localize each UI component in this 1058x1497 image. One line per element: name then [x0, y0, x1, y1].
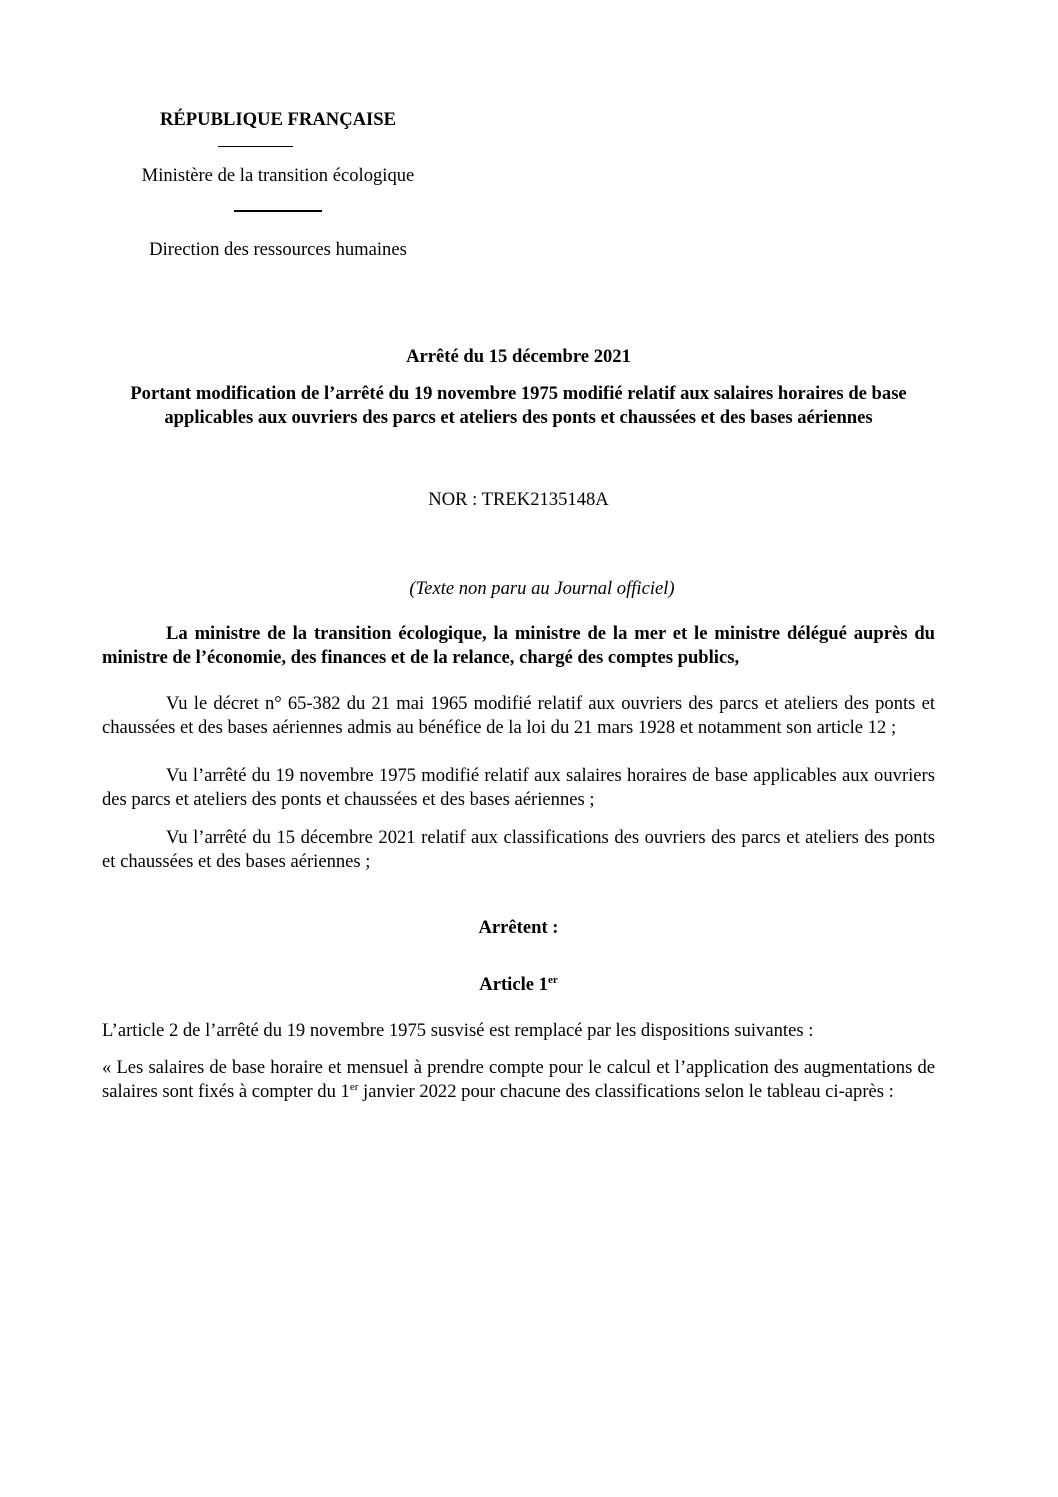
- decide-heading: Arrêtent :: [478, 917, 559, 938]
- superscript: er: [547, 973, 558, 986]
- visa-2: Vu l’arrêté du 19 novembre 1975 modifié relatif aux salaires horaires de base applicables aux ouvriers des parcs et ateliers des ponts et chaussées et des bases aériennes ;: [102, 765, 935, 810]
- preamble-authors: La ministre de la transition écologique, la ministre de la mer et le ministre délégué auprès du ministre de l’économie, des finances et de la relance, chargé des comptes publics,: [102, 623, 935, 668]
- publication-note: (Texte non paru au Journal officiel): [409, 578, 675, 599]
- visa-3: Vu l’arrêté du 15 décembre 2021 relatif aux classifications des ouvriers des parcs et ateliers des ponts et chaussées et des bases aériennes ;: [102, 827, 935, 872]
- superscript: er: [349, 1080, 359, 1093]
- divider: [218, 146, 293, 147]
- text-part: janvier 2022 pour chacune des classifications selon le tableau ci-après :: [358, 1080, 894, 1102]
- divider: [234, 210, 322, 212]
- article-1-intro: L’article 2 de l’arrêté du 19 novembre 1975 susvisé est remplacé par les dispositions suivantes :: [102, 1020, 814, 1041]
- direction-name: Direction des ressources humaines: [149, 239, 407, 260]
- nor-reference: NOR : TREK2135148A: [428, 489, 609, 510]
- article-heading-text: Article 1: [479, 974, 548, 995]
- text-part: « Les salaires de base horaire et mensuel à prendre compte pour le calcul et l’application des augmentations de salaires sont fixés à compter du 1: [102, 1057, 935, 1102]
- visa-1: Vu le décret n° 65-382 du 21 mai 1965 modifié relatif aux ouvriers des parcs et ateliers des ponts et chaussées et des bases aériennes admis au bénéfice de la loi du 21 mars 1928 et notamment son article 12 ;: [102, 693, 935, 738]
- ministry-name: Ministère de la transition écologique: [141, 165, 415, 186]
- decree-subject: Portant modification de l’arrêté du 19 novembre 1975 modifié relatif aux salaires horaires de base applicables aux ouvriers des parcs et ateliers des ponts et chaussées et des bases aériennes: [130, 383, 907, 428]
- decree-title: Arrêté du 15 décembre 2021: [406, 346, 631, 367]
- article-1-text: [102, 1056, 935, 1103]
- republic-heading: RÉPUBLIQUE FRANÇAISE: [159, 109, 397, 130]
- article-1-heading: [102, 973, 935, 997]
